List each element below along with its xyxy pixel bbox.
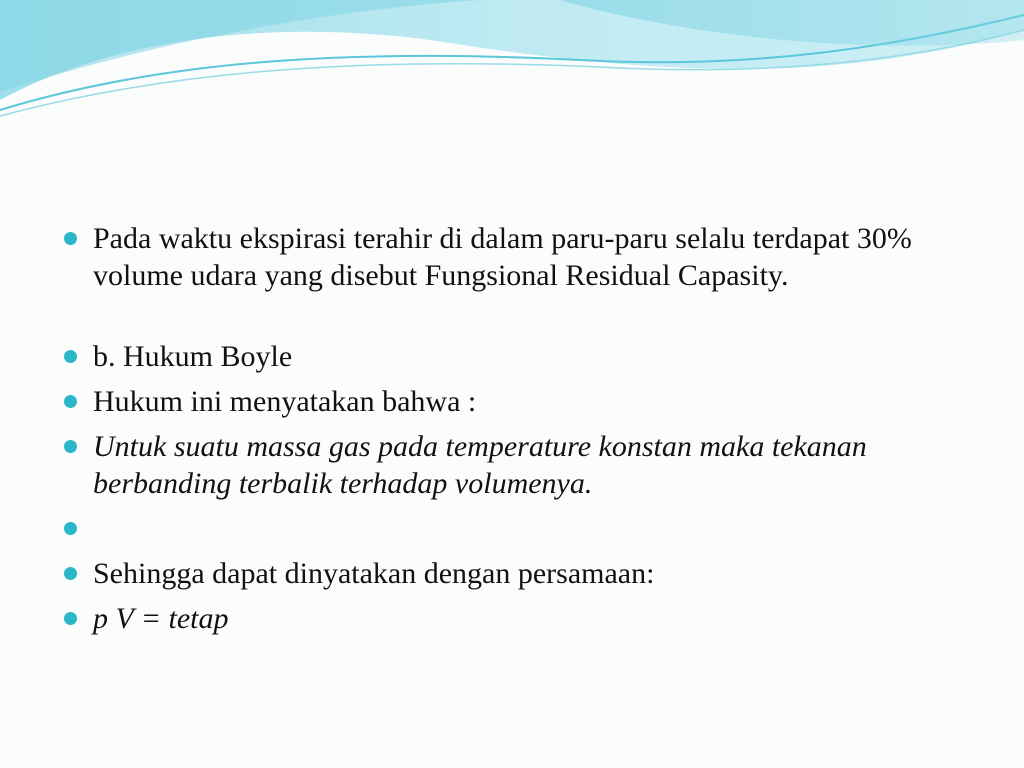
bullet-text: Hukum ini menyatakan bahwa :: [93, 385, 477, 418]
bullet-item-formula: [62, 600, 962, 637]
bullet-dot: [64, 522, 77, 535]
bullet-item-law-statement: [62, 428, 962, 502]
bullet-dot: [64, 395, 77, 408]
bullet-dot: [64, 440, 77, 453]
bullet-text: Untuk suatu massa gas pada temperature konstan maka tekanan berbanding terbalik terhadap volumenya.: [93, 430, 867, 500]
bullet-dot: [64, 232, 77, 245]
bullet-item-empty: [62, 510, 962, 547]
bullet-dot: [64, 567, 77, 580]
slide-content: [62, 220, 962, 645]
bullet-item-frc: [62, 220, 962, 294]
bullet-text: b. Hukum Boyle: [93, 340, 293, 373]
bullet-item-law-intro: [62, 383, 962, 420]
formula-text: p V = tetap: [93, 602, 229, 635]
bullet-item-boyle-heading: [62, 338, 962, 375]
bullet-dot: [64, 612, 77, 625]
bullet-item-equation-intro: [62, 555, 962, 592]
bullet-text: Sehingga dapat dinyatakan dengan persamaan:: [93, 557, 655, 590]
bullet-dot: [64, 350, 77, 363]
bullet-text: Pada waktu ekspirasi terahir di dalam paru-paru selalu terdapat 30% volume udara yang disebut Fungsional Residual Capasity.: [93, 222, 912, 292]
decorative-wave-header: [0, 0, 1024, 130]
bullet-list: [62, 220, 962, 637]
